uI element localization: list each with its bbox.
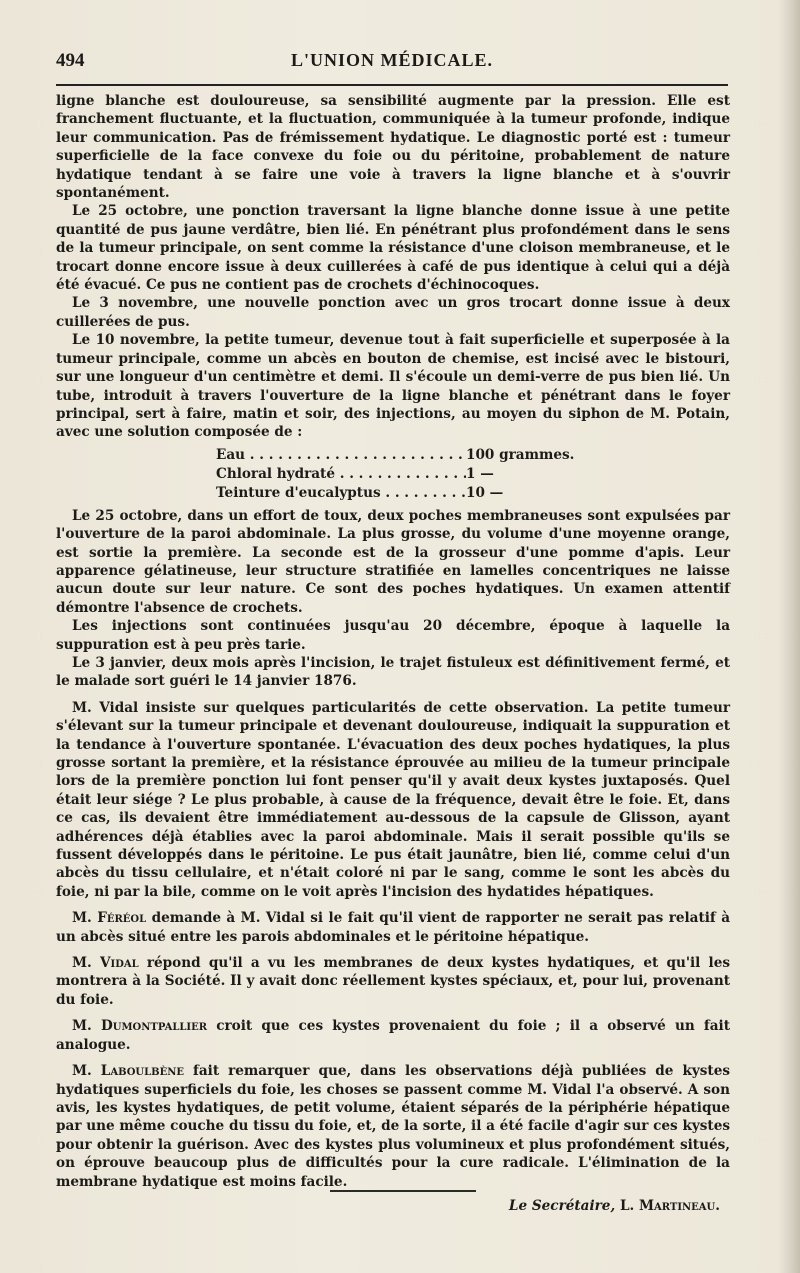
- paragraph: Les injections sont continuées jusqu'au 20 décembre, époque à laquelle la suppuration est à peu près tarie.: [56, 618, 730, 653]
- running-title: L'UNION MÉDICALE.: [290, 50, 494, 70]
- article-body: [56, 92, 730, 1215]
- paragraph: Le 3 novembre, une nouvelle ponction avec un gros trocart donne issue à deux cuillerées de pus.: [56, 295, 730, 330]
- discussion-paragraph: [56, 1062, 730, 1191]
- speaker-text: répond qu'il a vu les membranes de deux kystes hydatiques, et qu'il les montrera à la Société. Il y avait donc réellement kystes spéciaux, et, pour lui, provenant du foie.: [56, 955, 731, 1008]
- paragraph: M. Vidal insiste sur quelques particularités de cette observation. La petite tumeur s'élevant sur la tumeur principale et devenant douloureuse, indiquait la suppuration et la tendance à l'ouverture spontanée. L'évacuation des deux poches hydatiques, la plus grosse sortant la première, et la résistance éprouvée au milieu de la tumeur principale lors de la première ponction lui font penser qu'il y avait deux kystes juxtaposés. Quel était leur siége ? Le plus probable, à cause de la fréquence, devait être le foie. Et, dans ce cas, ils devaient être immédiatement au-dessous de la capsule de Glisson, ayant adhérences déjà établies avec la paroi abdominale. Mais il serait possible qu'ils se fussent développés dans le péritoine. Le pus était jaunâtre, bien lié, comme celui d'un abcès du tissu cellulaire, et n'était coloré ni par le sang, comme le sont les abcès du foie, ni par la bile, comme on le voit après l'incision des hydatides hépatiques.: [56, 699, 730, 900]
- recipe-quantity: 10 —: [466, 484, 504, 501]
- footer-rule: [330, 1190, 476, 1192]
- speaker-text: fait remarquer que, dans les observations déjà publiées de kystes hydatiques superficiels du foie, les choses se passent comme M. Vidal l'a observé. A son avis, les kystes hydatiques, de petit volume, étaient séparés de la périphérie hépatique par une même couche du tissu du foie, et, de la sorte, il a été facile d'agir sur ces kystes pour obtenir la guérison. Avec des kystes plus volumineux et plus profondément situés, on éprouve beaucoup plus de difficultés pour la cure radicale. L'élimination de la membrane hydatique est moins facile.: [56, 1063, 730, 1190]
- discussion-paragraph: [56, 1017, 730, 1054]
- speaker-name: M. Dumontpallier: [72, 1018, 208, 1035]
- page-edge-shadow: [778, 0, 800, 1273]
- signature: [56, 1197, 730, 1215]
- signature-role: Le Secrétaire,: [508, 1197, 616, 1214]
- recipe-row: [216, 484, 576, 503]
- recipe-row: [216, 465, 576, 484]
- paragraph: Le 10 novembre, la petite tumeur, devenue tout à fait superficielle et superposée à la tumeur principale, comme un abcès en bouton de chemise, est incisé avec le bistouri, sur une longueur d'un centimètre et demi. Il s'écoule un demi-verre de pus bien lié. Un tube, introduit à travers l'ouverture de la ligne blanche et pénétrant dans le foyer principal, sert à faire, matin et soir, des injections, au moyen du siphon de M. Potain, avec une solution composée de :: [56, 332, 730, 441]
- page-header: [56, 50, 728, 76]
- speaker-name: M. Vidal: [72, 955, 139, 972]
- recipe-row: [216, 446, 576, 465]
- signature-name: L. Martineau.: [619, 1197, 720, 1214]
- speaker-name: M. Laboulbène: [72, 1063, 185, 1080]
- paragraph: Le 25 octobre, dans un effort de toux, deux poches membraneuses sont expulsées par l'ouverture de la paroi abdominale. La plus grosse, du volume d'une moyenne orange, est sortie la première. La seconde est de la grosseur d'une pomme d'apis. Leur apparence gélatineuse, leur structure stratifiée en lamelles concentriques ne laisse aucun doute sur leur nature. Ce sont des poches hydatiques. Un examen attentif démontre l'absence de crochets.: [56, 507, 730, 616]
- discussion-paragraph: [56, 954, 730, 1009]
- recipe-list: [216, 446, 576, 503]
- discussion-paragraph: [56, 909, 730, 946]
- speaker-name: M. Féréol: [72, 910, 147, 927]
- recipe-ingredient: Eau . . .: [216, 446, 466, 465]
- recipe-quantity: 1 —: [466, 465, 494, 482]
- paragraph: Le 25 octobre, une ponction traversant la ligne blanche donne issue à une petite quantité de pus jaune verdâtre, bien lié. En pénétrant plus profondément dans le sens de la tumeur principale, on sent comme la résistance d'une cloison membraneuse, et le trocart donne encore issue à deux cuillerées à café de pus identique à celui qui a déjà été évacué. Ce pus ne contient pas de crochets d'échinocoques.: [56, 203, 730, 294]
- header-rule: [56, 84, 728, 86]
- paragraph: Le 3 janvier, deux mois après l'incision, le trajet fistuleux est définitivement fermé, et le malade sort guéri le 14 janvier 1876.: [56, 654, 730, 690]
- page-number: 494: [56, 50, 85, 71]
- recipe-ingredient: Chloral hydraté . . .: [216, 465, 466, 484]
- speaker-text: croit que ces kystes provenaient du foie ; il a observé un fait analogue.: [56, 1018, 730, 1053]
- paragraph: ligne blanche est douloureuse, sa sensibilité augmente par la pression. Elle est franchement fluctuante, et la fluctuation, communiquée à la tumeur profonde, indique leur communication. Pas de frémissement hydatique. Le diagnostic porté est : tumeur superficielle de la face convexe du foie ou du péritoine, probablement de nature hydatique tendant à se faire une voie à travers la ligne blanche et à s'ouvrir spontanément.: [56, 93, 730, 202]
- recipe-ingredient: Teinture d'eucalyptus . . .: [216, 484, 466, 503]
- speaker-text: demande à M. Vidal si le fait qu'il vient de rapporter ne serait pas relatif à un abcès situé entre les parois abdominales et le péritoine hépatique.: [56, 910, 731, 945]
- recipe-quantity: 100 grammes.: [466, 446, 575, 463]
